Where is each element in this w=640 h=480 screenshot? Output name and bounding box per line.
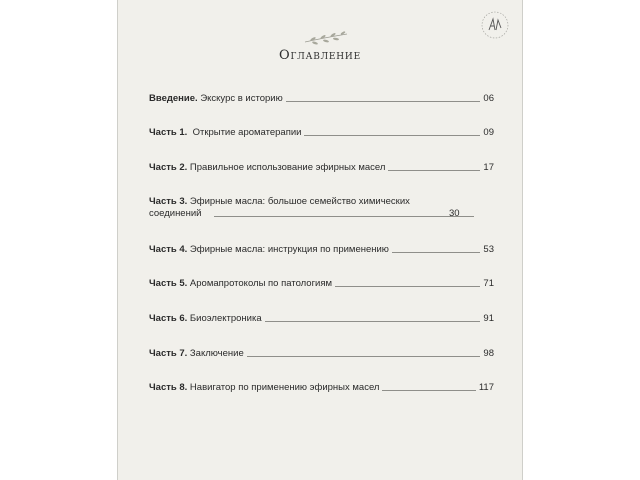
toc-page-number: 117: [478, 382, 494, 393]
toc-entry-label: Часть 2.: [149, 162, 188, 173]
toc-entry[interactable]: [149, 313, 494, 325]
toc-entry-text: Заключение: [187, 348, 244, 359]
toc-entry-text: Эфирные масла: большое семейство химических: [187, 196, 410, 207]
toc-leader-line: [247, 356, 481, 357]
toc-entry-label: Часть 3.: [149, 196, 188, 207]
toc-leader-line: [382, 390, 475, 391]
toc-leader-line: [392, 252, 480, 253]
toc-entry-text: Биоэлектроника: [187, 313, 262, 324]
toc-page-number: 30: [449, 208, 460, 219]
toc-leader-line: [304, 135, 480, 136]
toc-entry-text: Навигатор по применению эфирных масел: [187, 382, 380, 393]
toc-leader-line: [265, 321, 481, 322]
toc-entry-label: Введение.: [149, 93, 198, 104]
toc-entry-text: Эфирные масла: инструкция по применению: [187, 244, 389, 255]
toc-title: Оглавление: [279, 48, 361, 63]
toc-entry[interactable]: [149, 162, 494, 174]
toc-leader-line: [388, 170, 480, 171]
toc-entry[interactable]: [149, 278, 494, 290]
toc-entry-text: Экскурс в историю: [197, 93, 283, 104]
toc-entry-text: Правильное использование эфирных масел: [187, 162, 386, 173]
toc-page-number: 71: [483, 278, 494, 289]
toc-leader-line: [214, 216, 474, 217]
toc-entry-label: Часть 1.: [149, 127, 188, 138]
toc-entry-text-continued: соединений: [149, 208, 202, 219]
document-page: [117, 0, 523, 480]
toc-page-number: 17: [483, 162, 494, 173]
toc-page-number: 91: [483, 313, 494, 324]
toc-entry[interactable]: [149, 382, 494, 394]
toc-entry-label: Часть 8.: [149, 382, 188, 393]
toc-entry-text: Аромапротоколы по патологиям: [187, 278, 333, 289]
toc-entry-label: Часть 7.: [149, 348, 188, 359]
toc-page-number: 53: [483, 244, 494, 255]
toc-leader-line: [335, 286, 480, 287]
toc-page-number: 98: [483, 348, 494, 359]
toc-entry[interactable]: [149, 93, 494, 105]
toc-entry-label: Часть 6.: [149, 313, 188, 324]
toc-entry[interactable]: [149, 348, 494, 360]
olive-branch-icon: [303, 30, 349, 46]
toc-entry-label: Часть 5.: [149, 278, 188, 289]
monogram-logo-icon: [480, 10, 510, 40]
toc-entry[interactable]: [149, 244, 494, 256]
toc-page-number: 09: [483, 127, 494, 138]
toc-entry-label: Часть 4.: [149, 244, 188, 255]
toc-leader-line: [286, 101, 481, 102]
toc-page-number: 06: [483, 93, 494, 104]
toc-entry[interactable]: [149, 127, 494, 139]
toc-entry-text: Открытие ароматерапии: [187, 127, 302, 138]
